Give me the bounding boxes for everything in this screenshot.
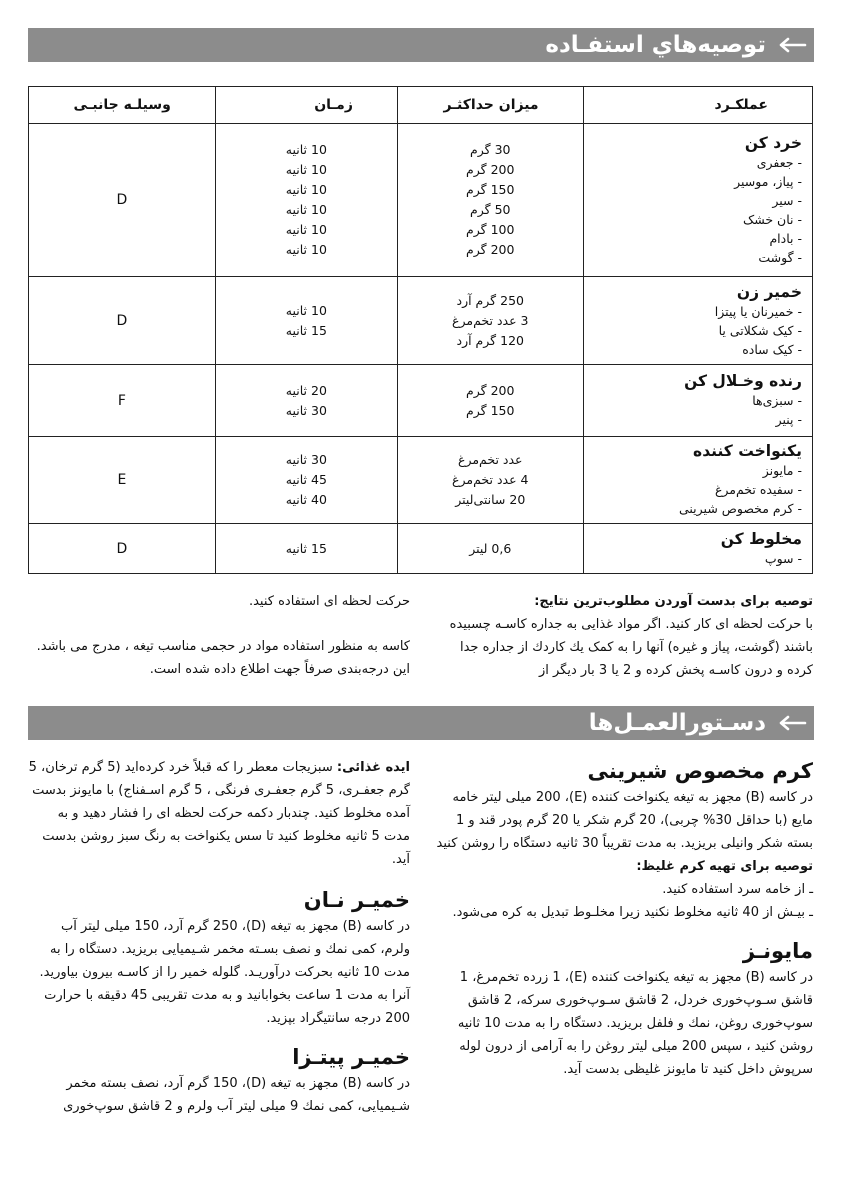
time: 10 ثانیه [285, 142, 327, 157]
table-row [29, 124, 813, 277]
time: 30 ثانیه [285, 452, 327, 467]
category-label: یکنواخت کننده [693, 442, 802, 460]
time-cell [215, 124, 397, 277]
amount: 200 گرم [466, 242, 515, 257]
tips-left-column [28, 590, 410, 681]
bowl-scale-note: کاسه به منظور استفاده مواد در حجمی مناسب تیغه ، مدرج می باشد. این درجه‌بندی صرفاً جهت اطلاع داده شده است. [36, 639, 410, 677]
food-idea-text: سبزیجات معطر را که قبلاً خرد کرده‌اید (5 گرم ترخان، 5 گرم جعفـری، 5 گرم جعفـری فرنگی ، 5 گرم اسـفناج) با مایونز بدست آمده مخلوط کنید. چندبار دکمه حرکت لحظه ای را فشار دهید و به مدت 5 ثانیه مخلوط کنید تا سس یکنواخت به رنگ سبز روشن بدست آید. [28, 760, 410, 867]
amount: عدد تخم‌مرغ [458, 452, 523, 467]
time: 15 ثانیه [285, 540, 327, 556]
time: 40 ثانیه [285, 492, 327, 507]
section-title: توصيه‌هاي استفـاده [545, 32, 766, 58]
recipe-text-mayo: در کاسه (B) مجهز به تیغه یکنواخت کننده (E)، 1 زرده تخم‌مرغ، 1 قاشق سـوپ‌خوری خردل، 2 قاشق سـوپ‌خوری سرکه، 2 قاشق سوپ‌خوری روغن، نمك و فلفل بریزید. دستگاه را به مدت 10 ثانیه روشن کنید ، سپس 200 میلی لیتر روغن را به آرامی از درون لوله سرپوش داخل کنید تا مایونز غلیظی بدست آید. [457, 970, 813, 1077]
amount-cell [397, 437, 583, 524]
cream-tip: ـ بیـش از 40 ثانیه مخلوط نکنید زیرا مخلـوط تبدیل به کره می‌شود. [452, 905, 813, 920]
recipes-right-column [430, 756, 813, 1081]
amount: 150 گرم [466, 182, 515, 197]
time-cell [215, 437, 397, 524]
recipe-text-cream: در کاسه (B) مجهز به تیغه یکنواخت کننده (E)، 200 میلی لیتر خامه مایع (با حداقل 30% چربی)، 20 گرم شکر یا 20 گرم پودر قند و 1 بسته شکر وانیلی بریزید. به مدت تقریباً 30 ثانیه دستگاه را روشن کنید [436, 790, 813, 851]
usage-table [28, 86, 813, 574]
section-banner-usage [28, 28, 814, 62]
item: - کیک شکلاتی یا [718, 322, 802, 338]
amount: 250 گرم آرد [456, 292, 524, 308]
recipe-title-pizza: خمیـر پیتـزا [292, 1045, 410, 1069]
accessory-cell: F [29, 365, 216, 437]
recipe-title-mayo: مایونـز [742, 939, 813, 963]
item: - پیاز، موسیر [734, 173, 802, 189]
amount: 200 گرم [466, 382, 515, 398]
accessory-cell: E [29, 437, 216, 524]
time: 45 ثانیه [285, 472, 327, 487]
item: - سفیده تخم‌مرغ [714, 482, 802, 497]
accessory-cell: D [29, 277, 216, 365]
item: - نان خشک [743, 211, 802, 227]
table-row [29, 524, 813, 574]
amount: 20 سانتی‌لیتر [455, 492, 526, 507]
table-row [29, 365, 813, 437]
time-cell [215, 524, 397, 574]
table-row [29, 277, 813, 365]
accessory-cell: D [29, 524, 216, 574]
operation-cell [583, 437, 812, 524]
item: - گوشت [758, 249, 802, 265]
amount: 100 گرم [466, 222, 515, 237]
category-label: خمیر زن [736, 282, 802, 301]
amount: 50 گرم [470, 202, 511, 217]
recipe-title-bread: خمیـر نـان [303, 888, 410, 912]
item: - سبزی‌ها [752, 393, 802, 408]
food-idea-label: ایده غذائی: [336, 760, 410, 775]
time: 20 ثانیه [285, 382, 327, 398]
tips-heading: توصیه برای بدست آوردن مطلوب‌ترین نتایج: [534, 594, 813, 609]
time: 10 ثانیه [285, 202, 327, 217]
amount: 200 گرم [466, 162, 515, 177]
cream-tip: ـ از خامه سرد استفاده کنید. [662, 882, 813, 897]
recipes-left-column [28, 756, 410, 1118]
header-operation: عملکـرد [583, 87, 812, 124]
arrow-icon [768, 28, 814, 62]
item: - کرم مخصوص شیرینی [678, 501, 802, 516]
amount-cell [397, 365, 583, 437]
tips-right-column [430, 590, 813, 682]
table-header-row [29, 87, 813, 124]
operation-cell [583, 124, 812, 277]
header-max-amount: میزان حداکثـر [397, 87, 583, 124]
tips-text: با حرکت لحظه ای کار کنید. اگر مواد غذایی به جداره کاسـه چسبیده باشند (گوشت، پیاز و غیره) آنها را به کمک یك کاردك از جداره جدا کرده و درون کاسـه پخش کرده و 2 یا 3 بار دیگر از [449, 617, 813, 678]
operation-cell [583, 524, 812, 574]
item: - مایونز [762, 463, 802, 478]
tips-text-continued: حرکت لحظه ای استفاده کنید. [248, 594, 410, 609]
time-cell [215, 365, 397, 437]
section-title: دسـتورالعمـل‌ها [588, 710, 766, 736]
time: 15 ثانیه [285, 322, 327, 338]
amount: 3 عدد تخم‌مرغ [452, 312, 529, 328]
section-banner-recipes [28, 706, 814, 740]
time: 10 ثانیه [285, 302, 327, 318]
accessory-cell: D [29, 124, 216, 277]
amount-cell [397, 277, 583, 365]
table-row [29, 437, 813, 524]
cream-tip-heading: توصیه برای تهیه کرم غلیظ: [636, 859, 813, 874]
item: - سوپ [764, 550, 802, 566]
operation-cell [583, 277, 812, 365]
recipe-text-pizza: در کاسه (B) مجهز به تیغه (D)، 150 گرم آرد، نصف بسته مخمر شـیمیایی، کمی نمك 9 میلی لیتر آب ولرم و 2 قاشق سوپ‌خوری [63, 1076, 410, 1114]
time: 10 ثانیه [285, 222, 327, 237]
header-accessory: وسیلـه جانبـی [29, 87, 216, 124]
header-time: زمـان [215, 87, 397, 124]
amount-cell [397, 124, 583, 277]
item: - بادام [769, 230, 802, 246]
item: - سیر [772, 192, 802, 208]
category-label: مخلوط کن [720, 529, 802, 548]
amount: 30 گرم [470, 142, 511, 157]
operation-cell [583, 365, 812, 437]
category-label: رنده وخـلال کن [684, 372, 802, 390]
time: 10 ثانیه [285, 242, 327, 257]
item: - جعفری [756, 154, 802, 170]
time: 10 ثانیه [285, 182, 327, 197]
item: - پنیر [775, 412, 802, 427]
time: 10 ثانیه [285, 162, 327, 177]
item: - خمیرنان یا پیتزا [714, 303, 802, 319]
recipe-text-bread: در کاسه (B) مجهز به تیغه (D)، 250 گرم آرد، 150 میلی لیتر آب ولرم، کمی نمك و نصف بسـته مخمر شـیمیایی بریزید. دستگاه را به مدت 10 ثانیه بحرکت درآوریـد. گلوله خمیر را از کاسـه بیرون بیاورید. آنرا به مدت 1 ساعت بخوابانید و به مدت تقریبی 45 دقیقه با حرارت 200 درجه سانتیگراد بپزید. [39, 919, 410, 1026]
amount: 120 گرم آرد [456, 332, 524, 348]
amount: 4 عدد تخم‌مرغ [452, 472, 529, 487]
recipe-title-cream: کرم مخصوص شیرینی [587, 759, 813, 783]
time: 30 ثانیه [285, 402, 327, 418]
amount: 150 گرم [466, 402, 515, 418]
category-label: خرد کن [744, 133, 802, 152]
amount: 0,6 لیتر [469, 540, 512, 556]
time-cell [215, 277, 397, 365]
arrow-icon [768, 706, 814, 740]
food-idea [28, 756, 410, 871]
amount-cell [397, 524, 583, 574]
item: - کیک ساده [742, 341, 802, 357]
